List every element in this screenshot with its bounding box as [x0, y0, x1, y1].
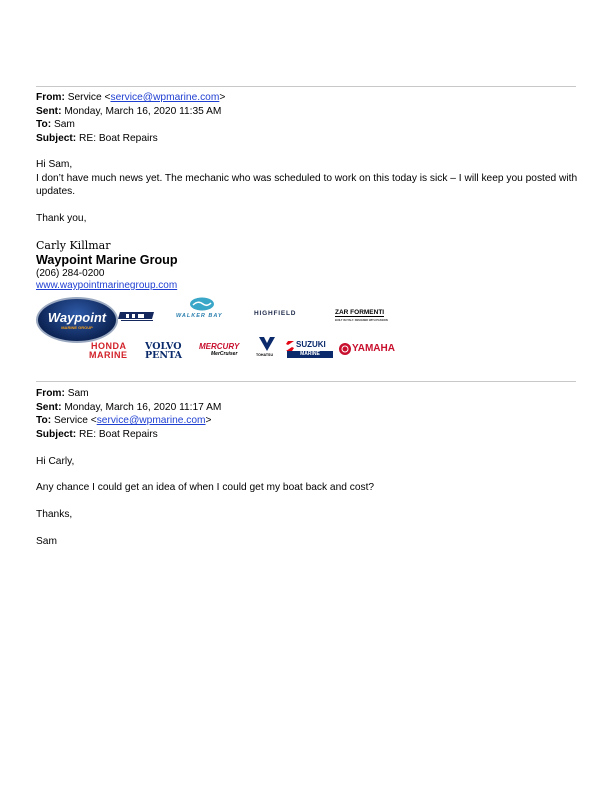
email1-greeting: Hi Sam,	[36, 159, 73, 170]
subject-value: RE: Boat Repairs	[79, 428, 158, 440]
sent-label: Sent:	[36, 105, 62, 117]
tohatsu-text: TOHATSU	[256, 353, 274, 357]
honda-text: HONDA	[91, 341, 127, 351]
tohatsu-emblem-icon	[259, 337, 275, 351]
email2-signoff: Sam	[36, 536, 57, 547]
suzuki-logo[interactable]	[286, 340, 334, 360]
zar-formenti-logo[interactable]	[335, 309, 393, 325]
email1-to-row	[36, 118, 75, 132]
from-name: Service <	[67, 92, 111, 103]
yamaha-text: YAMAHA	[352, 343, 395, 354]
email1-subject-row	[36, 132, 158, 146]
volvo-penta-logo[interactable]	[145, 341, 191, 361]
waypoint-logo-text: Waypoint	[47, 310, 107, 325]
email1-sent-row	[36, 105, 221, 119]
subject-label: Subject:	[36, 428, 77, 440]
yamaha-tuning-fork-icon	[339, 343, 351, 355]
tohatsu-logo[interactable]	[254, 337, 280, 361]
email2-greeting: Hi Carly,	[36, 456, 75, 467]
from-label: From:	[36, 388, 65, 399]
email1-body: I don’t have much news yet. The mechanic who was scheduled to work on this today is sick – I will keep you posted with updates.	[36, 172, 578, 197]
sent-value: Monday, March 16, 2020 11:35 AM	[64, 105, 222, 117]
to-label: To:	[36, 415, 52, 426]
suzuki-s-icon	[286, 341, 294, 351]
mb-sports-logo-icon	[118, 310, 156, 322]
waypoint-logo[interactable]	[36, 297, 118, 343]
suzuki-text: SUZUKI	[296, 340, 326, 349]
email1-closing: Thank you,	[36, 213, 87, 224]
email2-from-row	[36, 387, 89, 401]
signature-company: Waypoint Marine Group	[36, 253, 178, 267]
to-value: Sam	[53, 119, 75, 130]
email2-closing: Thanks,	[36, 509, 73, 520]
mb-sports-logo[interactable]	[118, 309, 156, 321]
marine-text: MARINE	[89, 350, 128, 360]
subject-value: RE: Boat Repairs	[79, 132, 158, 144]
from-value: Sam	[67, 388, 89, 399]
walker-bay-text: WALKER BAY	[176, 313, 223, 319]
highfield-logo[interactable]: HIGHFIELD	[254, 310, 297, 317]
from-email-link[interactable]: service@wpmarine.com	[110, 92, 220, 103]
zar-formenti-subtext: BUILT IN ITALY. DESIGNED WITH PASSION	[335, 319, 388, 322]
sent-label: Sent:	[36, 401, 62, 413]
signature-name: Carly Killmar	[36, 239, 111, 252]
header-divider-top	[36, 86, 576, 87]
subject-label: Subject:	[36, 132, 77, 144]
signature-website-link[interactable]: www.waypointmarinegroup.com	[36, 280, 178, 291]
email2-sent-row	[36, 401, 221, 415]
to-name: Service <	[53, 415, 97, 426]
email2-subject-row	[36, 428, 158, 442]
to-label: To:	[36, 119, 52, 130]
volvo-text: VOLVO	[145, 341, 182, 352]
walker-bay-logo[interactable]	[174, 297, 230, 323]
to-email-link[interactable]: service@wpmarine.com	[96, 415, 206, 426]
from-label: From:	[36, 92, 65, 103]
yamaha-logo[interactable]	[339, 343, 399, 357]
waypoint-logo-subtext: MARINE GROUP	[61, 325, 93, 330]
header-divider-bottom	[36, 381, 576, 382]
mercruiser-text: MerCruiser	[211, 351, 238, 357]
suzuki-marine-text: MARINE	[287, 351, 333, 358]
email2-body: Any chance I could get an idea of when I could get my boat back and cost?	[36, 482, 375, 493]
honda-marine-logo[interactable]	[89, 341, 137, 361]
wave-icon	[189, 297, 215, 311]
mercury-logo[interactable]	[199, 342, 251, 360]
email1-from-row: From: Service <service@wpmarine.com>	[36, 92, 226, 103]
email2-to-row: To: Service <service@wpmarine.com>	[36, 415, 212, 426]
mercury-text: MERCURY	[199, 342, 240, 351]
sent-value: Monday, March 16, 2020 11:17 AM	[64, 401, 222, 413]
zar-formenti-text: ZAR FORMENTI	[335, 309, 385, 316]
signature-phone: (206) 284-0200	[36, 268, 105, 279]
penta-text: PENTA	[145, 350, 182, 361]
